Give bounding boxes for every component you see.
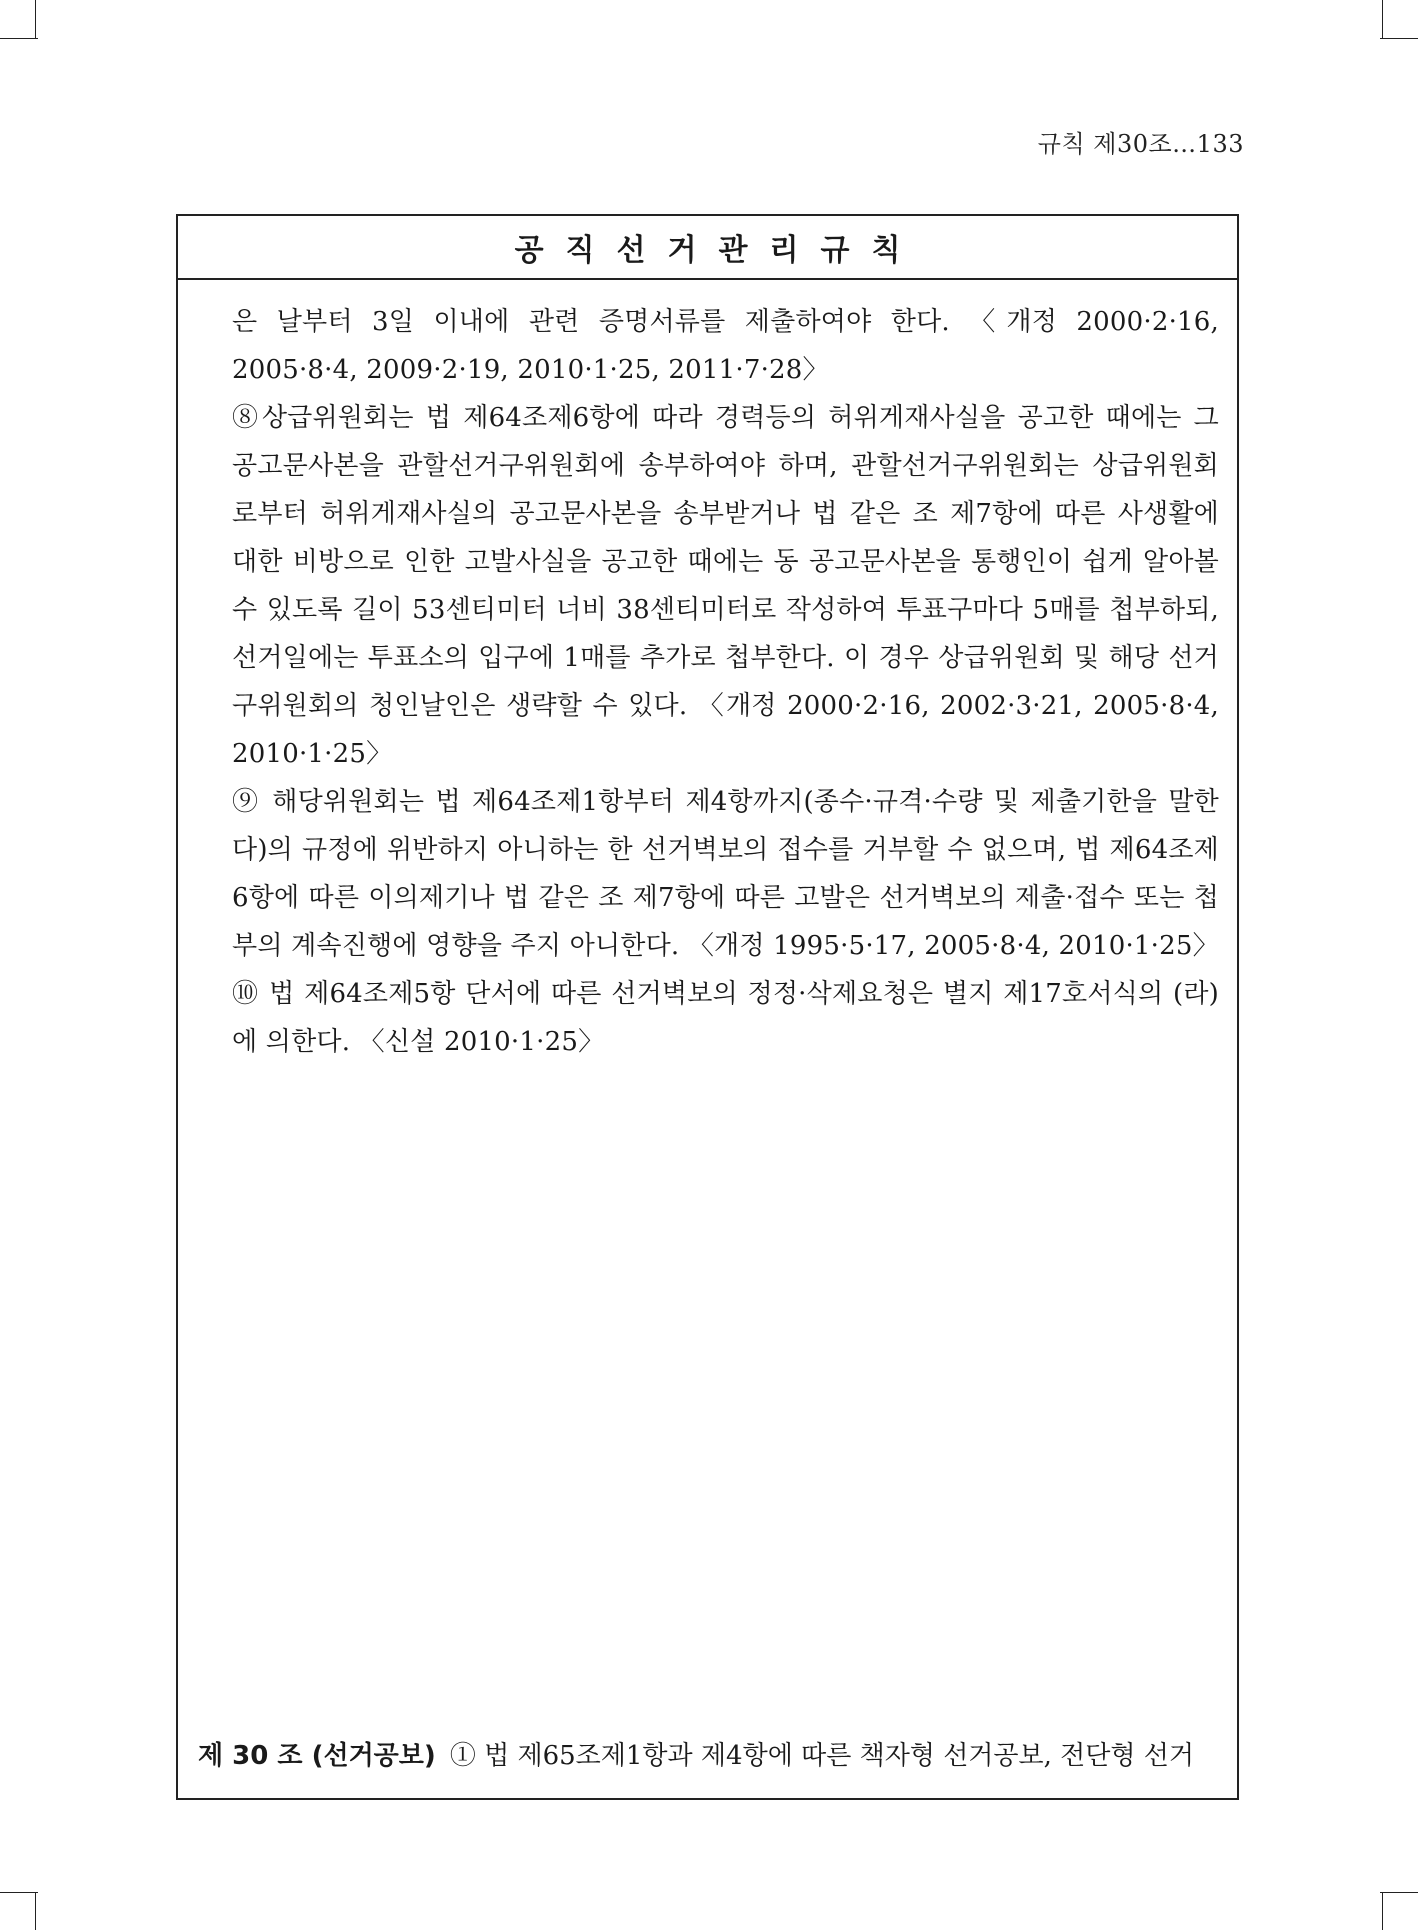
crop-mark-top-left [35,0,36,38]
article-30 [198,1736,1219,1776]
crop-mark-top-right-h [1380,38,1418,39]
paragraph-continued: 은 날부터 3일 이내에 관련 증명서류를 제출하여야 한다. 〈개정 2000·2·16, 2005·8·4, 2009·2·19, 2010·1·25, 2011·7·28〉 [232,307,1219,385]
paragraph-9: ⑨ 해당위원회는 법 제64조제1항부터 제4항까지(종수·규격·수량 및 제출기한을 말한다)의 규정에 위반하지 아니하는 한 선거벽보의 접수를 거부할 수 없으며, 법 제64조제6항에 따른 이의제기나 법 같은 조 제7항에 따른 고발은 선거벽보의 제출·접수 또는 첩부의 계속진행에 영향을 주지 아니한다. 〈개정 1995·5·17, 2005·8·4, 2010·1·25〉 [232,787,1219,961]
paragraph-8: ⑧상급위원회는 법 제64조제6항에 따라 경력등의 허위게재사실을 공고한 때에는 그 공고문사본을 관할선거구위원회에 송부하여야 하며, 관할선거구위원회는 상급위원회로부터 허위게재사실의 공고문사본을 송부받거나 법 같은 조 제7항에 따른 사생활에 대한 비방으로 인한 고발사실을 공고한 때에는 동 공고문사본을 통행인이 쉽게 알아볼 수 있도록 길이 53센티미터 너비 38센티미터로 작성하여 투표구마다 5매를 첩부하되, 선거일에는 투표소의 입구에 1매를 추가로 첩부한다. 이 경우 상급위원회 및 해당 선거구위원회의 청인날인은 생략할 수 있다. 〈개정 2000·2·16, 2002·3·21, 2005·8·4, 2010·1·25〉 [232,403,1219,769]
article-number: 제 30 조 (선거공보) [198,1741,436,1771]
body-text [232,298,1219,1066]
crop-mark-top-left-h [0,38,38,39]
law-text-frame [176,214,1239,1800]
crop-mark-bottom-right-h [1380,1892,1418,1893]
paragraph-10: ⑩ 법 제64조제5항 단서에 따른 선거벽보의 정정·삭제요청은 별지 제17호서식의 (라)에 의한다. 〈신설 2010·1·25〉 [232,979,1219,1057]
running-head: 규칙 제30조…133 [1037,130,1244,158]
crop-mark-bottom-left-h [0,1892,38,1893]
crop-mark-bottom-left [35,1892,36,1930]
crop-mark-top-right [1382,0,1383,38]
article-text: ① 법 제65조제1항과 제4항에 따른 책자형 선거공보, 전단형 선거 [449,1741,1195,1771]
frame-title: 공직선거관리규칙 [178,216,1237,280]
crop-mark-bottom-right [1382,1892,1383,1930]
